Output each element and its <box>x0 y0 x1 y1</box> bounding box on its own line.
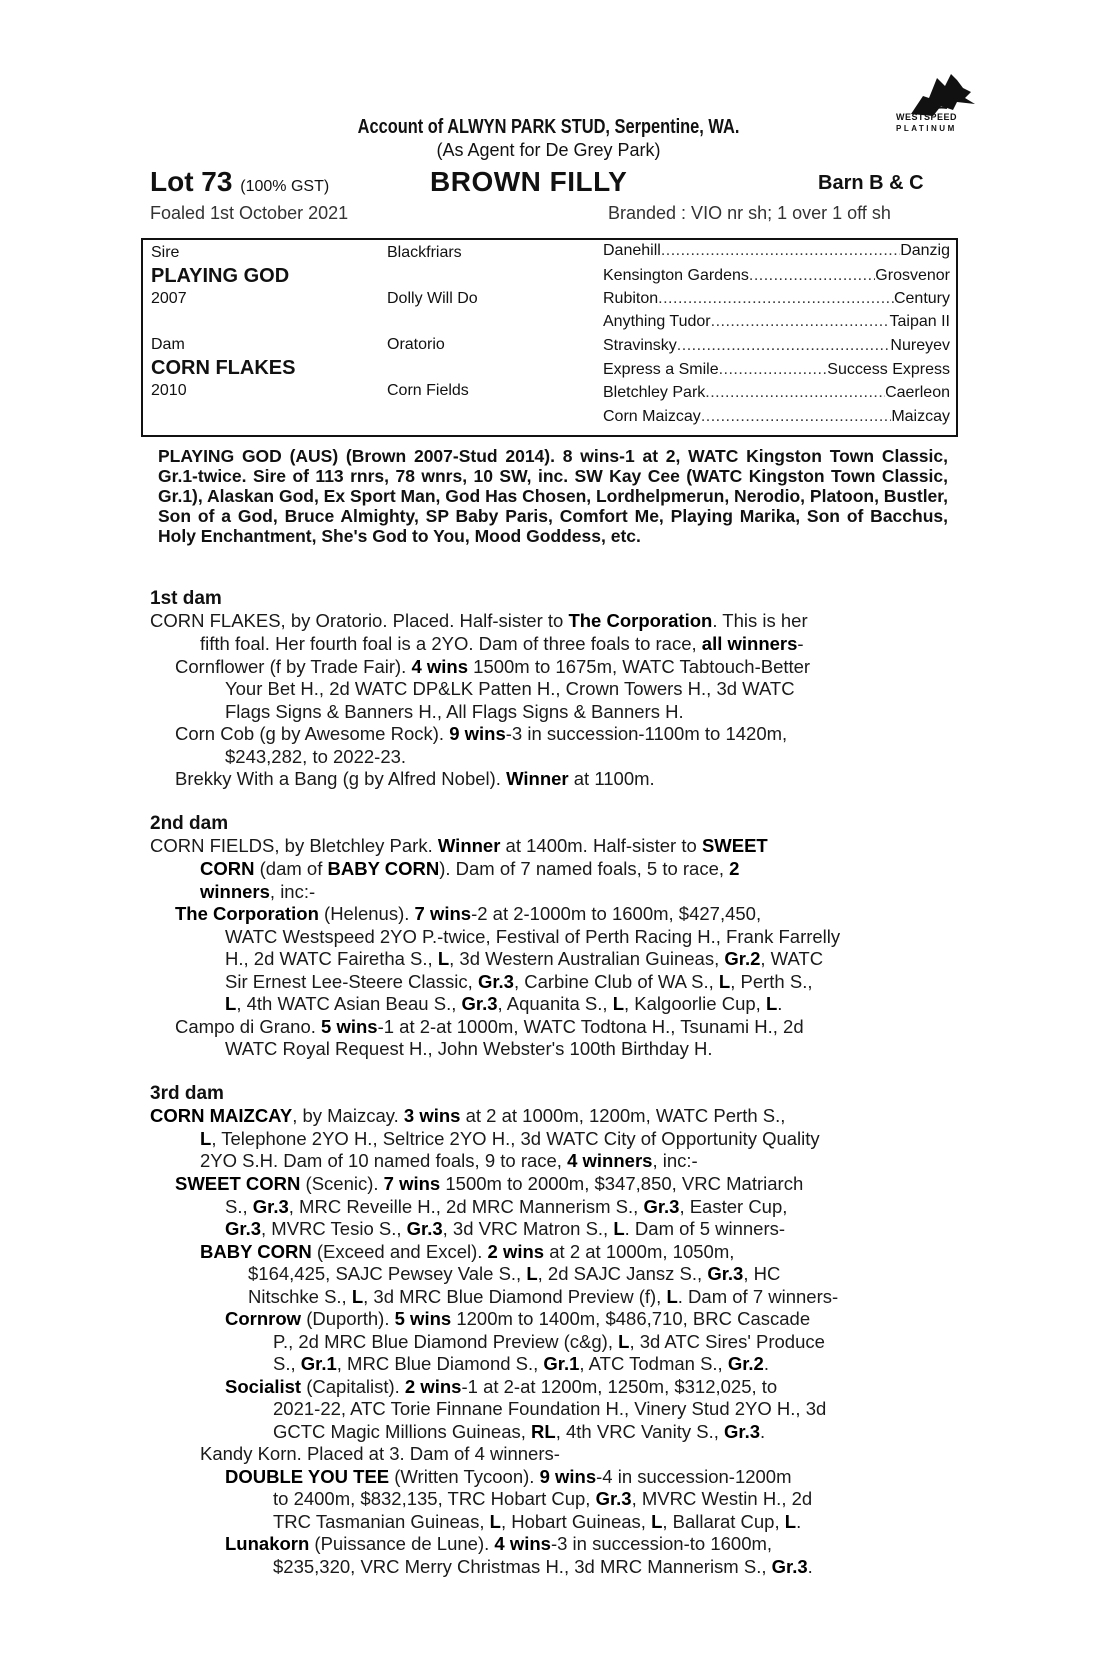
third-dam-text: CORN MAIZCAY, by Maizcay. 3 wins at 2 at 1000m, 1200m, WATC Perth S., <box>150 1105 786 1126</box>
gen3-sire: Nureyev <box>890 337 950 354</box>
progeny-entry: H., 2d WATC Fairetha S., L, 3d Western Australian Guineas, Gr.2, WATC <box>225 948 824 969</box>
second-dam-heading: 2nd dam <box>150 813 229 834</box>
barn-location: Barn B & C <box>818 172 924 194</box>
sire-year: 2007 <box>151 290 187 307</box>
progeny-entry: The Corporation (Helenus). 7 wins-2 at 2-1000m to 1600m, $427,450, <box>175 903 762 924</box>
agent-line: (As Agent for De Grey Park) <box>436 140 661 160</box>
progeny-entry: WATC Westspeed 2YO P.-twice, Festival of Perth Racing H., Frank Farrelly <box>225 926 841 947</box>
progeny-entry: Cornrow (Duporth). 5 wins 1200m to 1400m, $486,710, BRC Cascade <box>225 1308 811 1329</box>
progeny-entry: Your Bet H., 2d WATC DP&LK Patten H., Crown Towers H., 3d WATC <box>225 678 795 699</box>
second-dam-text: CORN FIELDS, by Bletchley Park. Winner at 1400m. Half-sister to SWEET <box>150 835 768 856</box>
second-dam-text: CORN (dam of BABY CORN). Dam of 7 named foals, 5 to race, 2 <box>200 858 740 879</box>
gen3-row <box>603 267 950 285</box>
progeny-entry: Brekky With a Bang (g by Alfred Nobel). Winner at 1100m. <box>175 768 655 789</box>
gen3-sire: Grosvenor <box>875 267 950 284</box>
dam-label: Dam <box>151 336 185 353</box>
progeny-entry: Lunakorn (Puissance de Lune). 4 wins-3 in succession-to 1600m, <box>225 1533 773 1554</box>
gen3-name: Corn Maizcay <box>603 408 701 425</box>
progeny-entry: Sir Ernest Lee-Steere Classic, Gr.3, Carbine Club of WA S., L, Perth S., <box>225 971 813 992</box>
gen3-row <box>603 242 950 260</box>
progeny-entry: S., Gr.1, MRC Blue Diamond S., Gr.1, ATC Todman S., Gr.2. <box>273 1353 769 1374</box>
dam-sire: Oratorio <box>387 336 445 353</box>
dam-dam: Corn Fields <box>387 382 469 399</box>
gen3-name: Rubiton <box>603 290 659 307</box>
progeny-entry: SWEET CORN (Scenic). 7 wins 1500m to 2000m, $347,850, VRC Matriarch <box>175 1173 804 1194</box>
gen3-name: Express a Smile <box>603 361 719 378</box>
progeny-entry: WATC Royal Request H., John Webster's 100th Birthday H. <box>225 1038 713 1059</box>
first-dam-heading: 1st dam <box>150 588 222 609</box>
progeny-entry: Campo di Grano. 5 wins-1 at 2-at 1000m, WATC Todtona H., Tsunami H., 2d <box>175 1016 804 1037</box>
gen3-name: Anything Tudor <box>603 313 711 330</box>
dam-year: 2010 <box>151 382 187 399</box>
progeny-entry: $235,320, VRC Merry Christmas H., 3d MRC Mannerism S., Gr.3. <box>273 1556 813 1577</box>
gen3-name: Danehill <box>603 242 661 259</box>
second-dam-text: winners, inc:- <box>200 881 316 902</box>
progeny-entry: GCTC Magic Millions Guineas, RL, 4th VRC Vanity S., Gr.3. <box>273 1421 766 1442</box>
sire-label: Sire <box>151 244 180 261</box>
dam-name: CORN FLAKES <box>151 357 296 379</box>
progeny-entry: $243,282, to 2022-23. <box>225 746 407 767</box>
first-dam-text: fifth foal. Her fourth foal is a 2YO. Dam of three foals to race, all winners- <box>200 633 804 654</box>
gen3-row <box>603 290 950 308</box>
logo-line2: PLATINUM <box>896 124 957 133</box>
progeny-entry: $164,425, SAJC Pewsey Vale S., L, 2d SAJC Jansz S., Gr.3, HC <box>248 1263 781 1284</box>
first-dam-text: CORN FLAKES, by Oratorio. Placed. Half-sister to The Corporation. This is her <box>150 610 808 631</box>
sire-sire: Blackfriars <box>387 244 462 261</box>
gen3-sire: Caerleon <box>885 384 950 401</box>
progeny-entry: Nitschke S., L, 3d MRC Blue Diamond Preview (f), L. Dam of 7 winners- <box>248 1286 839 1307</box>
progeny-entry: BABY CORN (Exceed and Excel). 2 wins at 2 at 1000m, 1050m, <box>200 1241 735 1262</box>
brand-marks: Branded : VIO nr sh; 1 over 1 off sh <box>608 203 891 223</box>
sire-dam: Dolly Will Do <box>387 290 478 307</box>
progeny-entry: Socialist (Capitalist). 2 wins-1 at 2-at 1200m, 1250m, $312,025, to <box>225 1376 778 1397</box>
lot-label: Lot 73 <box>150 166 233 197</box>
gen3-sire: Taipan II <box>889 313 950 330</box>
third-dam-text: L, Telephone 2YO H., Seltrice 2YO H., 3d WATC City of Opportunity Quality <box>200 1128 820 1149</box>
progeny-entry: Corn Cob (g by Awesome Rock). 9 wins-3 in succession-1100m to 1420m, <box>175 723 788 744</box>
progeny-entry: P., 2d MRC Blue Diamond Preview (c&g), L, 3d ATC Sires' Produce <box>273 1331 825 1352</box>
gen3-row <box>603 408 950 426</box>
progeny-entry: L, 4th WATC Asian Beau S., Gr.3, Aquanita S., L, Kalgoorlie Cup, L. <box>225 993 783 1014</box>
progeny-entry: TRC Tasmanian Guineas, L, Hobart Guineas, L, Ballarat Cup, L. <box>273 1511 802 1532</box>
third-dam-text: 2YO S.H. Dam of 10 named foals, 9 to race, 4 winners, inc:- <box>200 1150 698 1171</box>
lot-number <box>150 166 329 198</box>
gen3-row <box>603 361 950 379</box>
gen3-sire: Maizcay <box>891 408 950 425</box>
progeny-entry: Cornflower (f by Trade Fair). 4 wins 1500m to 1675m, WATC Tabtouch-Better <box>175 656 811 677</box>
gen3-name: Stravinsky <box>603 337 677 354</box>
progeny-entry: S., Gr.3, MRC Reveille H., 2d MRC Mannerism S., Gr.3, Easter Cup, <box>225 1196 788 1217</box>
gst-note: (100% GST) <box>240 178 330 195</box>
gen3-sire: Success Express <box>827 361 950 378</box>
gen3-sire: Danzig <box>900 242 950 259</box>
foaled-date: Foaled 1st October 2021 <box>150 203 349 223</box>
progeny-entry: to 2400m, $832,135, TRC Hobart Cup, Gr.3, MVRC Westin H., 2d <box>273 1488 813 1509</box>
gen3-row <box>603 384 950 402</box>
lot-title: BROWN FILLY <box>430 166 628 197</box>
gen3-sire: Century <box>893 290 950 307</box>
gen3-row <box>603 337 950 355</box>
progeny-entry: Kandy Korn. Placed at 3. Dam of 4 winners- <box>200 1443 560 1464</box>
progeny-entry: Gr.3, MVRC Tesio S., Gr.3, 3d VRC Matron S., L. Dam of 5 winners- <box>225 1218 786 1239</box>
gen3-name: Bletchley Park <box>603 384 706 401</box>
gen3-row <box>603 313 950 331</box>
progeny-entry: Flags Signs & Banners H., All Flags Signs & Banners H. <box>225 701 684 722</box>
sire-summary: PLAYING GOD (AUS) (Brown 2007-Stud 2014). 8 wins-1 at 2, WATC Kingston Town Classic, Gr.1-twice. Sire of 113 rnrs, 78 wnrs, 10 SW, inc. SW Kay Cee (WATC Kingston Town Classic, Gr.1), Alaskan God, Ex Sport Man, God Has Chosen, Lordhelpmerun, Nerodio, Platoon, Bustler, Son of a God, Bruce Almighty, SP Baby Paris, Comfort Me, Playing Marika, Son of Bacchus, Holy Enchantment, She's God to You, Mood Goddess, etc. <box>158 446 948 546</box>
third-dam-heading: 3rd dam <box>150 1083 224 1104</box>
logo-line1: WESTSPEED <box>896 112 958 122</box>
sire-name: PLAYING GOD <box>151 265 290 287</box>
progeny-entry: 2021-22, ATC Torie Finnane Foundation H., Vinery Stud 2YO H., 3d <box>273 1398 827 1419</box>
progeny-entry: DOUBLE YOU TEE (Written Tycoon). 9 wins-4 in succession-1200m <box>225 1466 792 1487</box>
gen3-name: Kensington Gardens <box>603 267 749 284</box>
account-line: Account of ALWYN PARK STUD, Serpentine, WA. <box>357 116 740 138</box>
